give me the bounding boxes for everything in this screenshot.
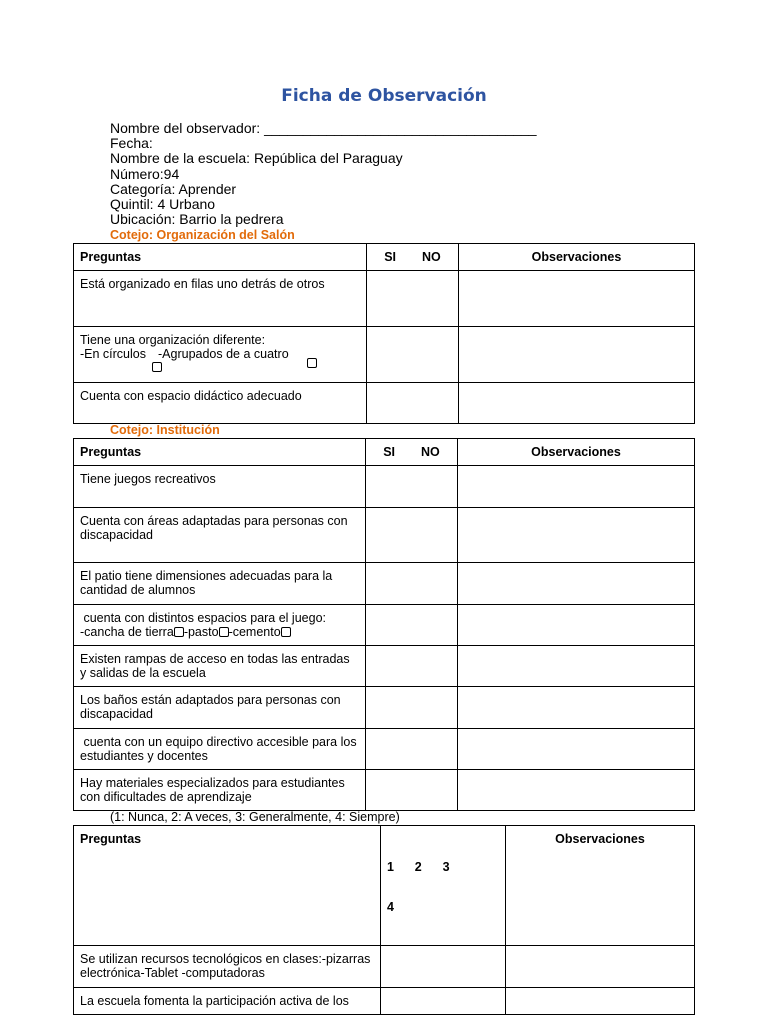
question-cell: Se utilizan recursos tecnológicos en clases:-pizarras electrónica-Tablet -computadoras <box>74 946 381 988</box>
option-agrupados: -Agrupados de a cuatro <box>158 347 289 361</box>
option-circulos: -En círculos <box>80 347 146 361</box>
si-no-cell[interactable] <box>366 770 458 811</box>
section-title-institucion: Cotejo: Institución <box>110 423 220 437</box>
question-cell: La escuela fomenta la participación activa de los <box>74 988 381 1015</box>
option-cemento: -cemento <box>228 625 281 639</box>
question-text: cuenta con distintos espacios para el juego: <box>80 611 326 625</box>
header-si-no <box>367 244 459 271</box>
scale-cell[interactable] <box>381 988 506 1015</box>
table-row <box>74 729 695 770</box>
table-row <box>74 563 695 605</box>
table-row <box>74 508 695 563</box>
observer-info-block <box>110 121 537 227</box>
frequency-scale-table <box>73 825 695 1015</box>
header-no: NO <box>422 250 441 264</box>
question-cell <box>74 605 366 646</box>
observation-cell[interactable] <box>458 729 695 770</box>
table-header-row <box>74 826 695 946</box>
table-row <box>74 646 695 687</box>
checkbox-icon[interactable] <box>307 358 317 368</box>
scale-4: 4 <box>387 900 394 914</box>
checkbox-icon[interactable] <box>152 362 162 372</box>
table-row <box>74 687 695 729</box>
header-preguntas: Preguntas <box>74 826 381 946</box>
header-si-no <box>366 439 458 466</box>
checkbox-icon[interactable] <box>219 627 229 637</box>
scale-cell[interactable] <box>381 946 506 988</box>
table-header-row <box>74 439 695 466</box>
header-observaciones: Observaciones <box>506 826 695 946</box>
observation-cell[interactable] <box>458 646 695 687</box>
question-cell: Hay materiales especializados para estudiantes con dificultades de aprendizaje <box>74 770 366 811</box>
header-scale <box>381 826 506 946</box>
table-row <box>74 383 695 424</box>
si-no-cell[interactable] <box>367 327 459 383</box>
si-no-cell[interactable] <box>366 687 458 729</box>
header-si: SI <box>384 250 397 264</box>
checkbox-icon[interactable] <box>281 627 291 637</box>
observation-cell[interactable] <box>506 946 695 988</box>
question-cell: El patio tiene dimensiones adecuadas para la cantidad de alumnos <box>74 563 366 605</box>
observation-cell[interactable] <box>459 271 695 327</box>
salon-checklist-table <box>73 243 695 424</box>
quintil-line: Quintil: 4 Urbano <box>110 196 216 213</box>
header-preguntas: Preguntas <box>74 439 366 466</box>
scale-legend: (1: Nunca, 2: A veces, 3: Generalmente, 4: Siempre) <box>110 810 400 824</box>
table-row <box>74 271 695 327</box>
observation-cell[interactable] <box>506 988 695 1015</box>
question-cell: Cuenta con espacio didáctico adecuado <box>74 383 367 424</box>
header-no: NO <box>421 445 440 459</box>
observation-cell[interactable] <box>458 508 695 563</box>
observation-cell[interactable] <box>458 770 695 811</box>
si-no-cell[interactable] <box>366 466 458 508</box>
si-no-cell[interactable] <box>366 646 458 687</box>
observation-cell[interactable] <box>458 687 695 729</box>
school-number-line: Número:94 <box>110 165 180 182</box>
option-pasto: -pasto <box>183 625 219 639</box>
question-options <box>80 625 359 639</box>
question-options <box>80 347 360 361</box>
question-cell: cuenta con un equipo directivo accesible para los estudiantes y docentes <box>74 729 366 770</box>
question-text: Tiene una organización diferente: <box>80 333 266 347</box>
question-cell: Los baños están adaptados para personas con discapacidad <box>74 687 366 729</box>
option-cancha-tierra: -cancha de tierra <box>80 625 174 639</box>
table-row <box>74 946 695 988</box>
observation-cell[interactable] <box>458 605 695 646</box>
location-line: Ubicación: Barrio la pedrera <box>110 211 284 228</box>
checkbox-icon[interactable] <box>174 627 184 637</box>
table-row <box>74 327 695 383</box>
category-line: Categoría: Aprender <box>110 180 237 197</box>
si-no-cell[interactable] <box>367 271 459 327</box>
table-row <box>74 988 695 1015</box>
question-cell: Existen rampas de acceso en todas las entradas y salidas de la escuela <box>74 646 366 687</box>
observation-cell[interactable] <box>458 466 695 508</box>
si-no-cell[interactable] <box>366 729 458 770</box>
table-header-row <box>74 244 695 271</box>
observer-name-line: Nombre del observador: ___________________________________ <box>110 120 537 136</box>
school-name-line: Nombre de la escuela: República del Paraguay <box>110 150 403 167</box>
institution-checklist-table <box>73 438 695 811</box>
question-cell: Está organizado en filas uno detrás de otros <box>74 271 367 327</box>
si-no-cell[interactable] <box>366 508 458 563</box>
table-row <box>74 770 695 811</box>
date-line: Fecha: <box>110 135 153 152</box>
si-no-cell[interactable] <box>366 563 458 605</box>
section-title-salon: Cotejo: Organización del Salón <box>110 228 295 242</box>
observation-cell[interactable] <box>458 563 695 605</box>
question-cell: Tiene juegos recreativos <box>74 466 366 508</box>
si-no-cell[interactable] <box>367 383 459 424</box>
observation-cell[interactable] <box>459 327 695 383</box>
table-row <box>74 605 695 646</box>
scale-1-2-3: 1 2 3 <box>387 860 450 874</box>
page-title: Ficha de Observación <box>281 86 487 106</box>
question-cell <box>74 327 367 383</box>
header-observaciones: Observaciones <box>459 244 695 271</box>
observation-cell[interactable] <box>459 383 695 424</box>
si-no-cell[interactable] <box>366 605 458 646</box>
header-observaciones: Observaciones <box>458 439 695 466</box>
table-row <box>74 466 695 508</box>
header-preguntas: Preguntas <box>74 244 367 271</box>
header-si: SI <box>383 445 396 459</box>
question-cell: Cuenta con áreas adaptadas para personas con discapacidad <box>74 508 366 563</box>
